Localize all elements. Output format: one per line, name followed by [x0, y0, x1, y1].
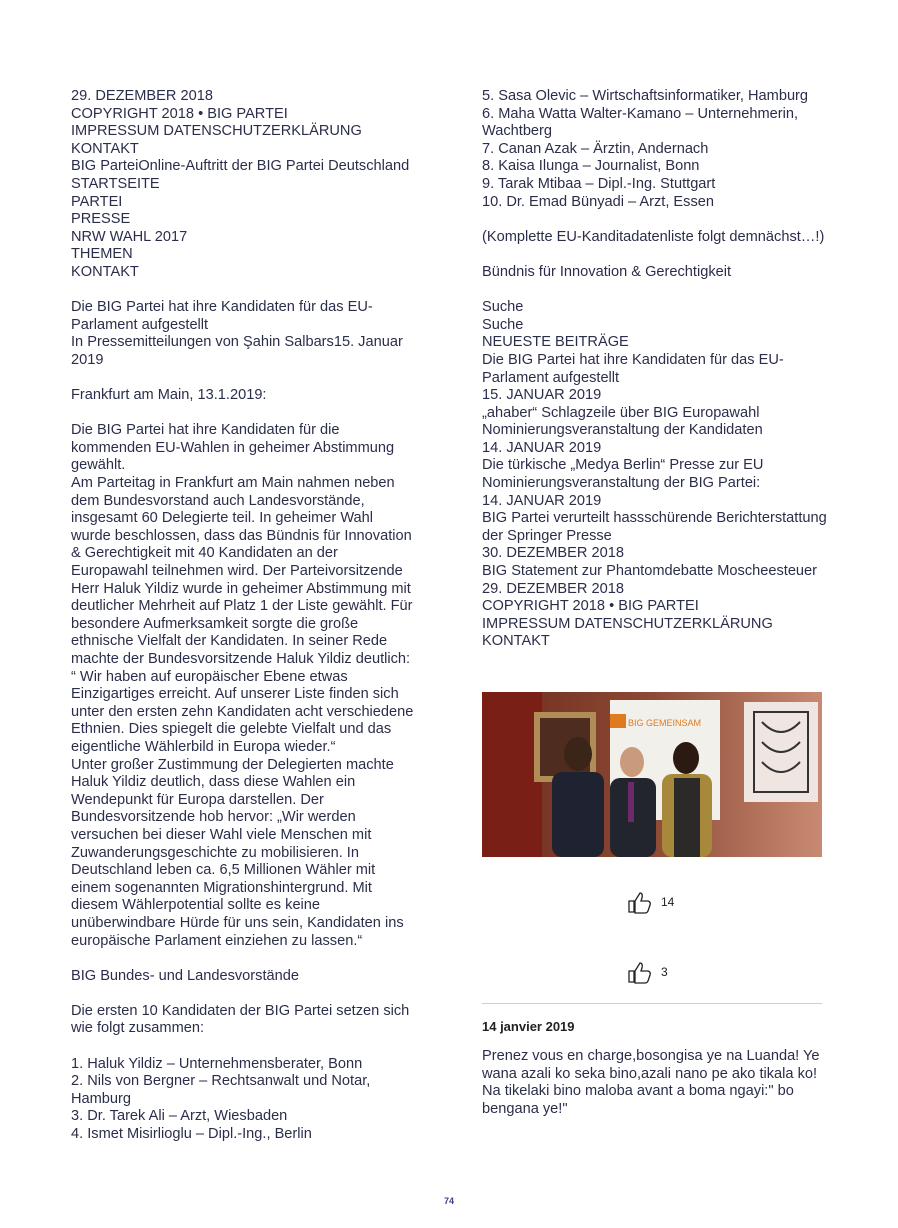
article-paragraph: Am Parteitag in Frankfurt am Main nahmen neben dem Bundesvorstand auch Landesvorstände, insgesamt 60 Delegierte teil. In geheimer Wahl wurde beschlossen, dass das Bündnis für Innovation & Gerechtigkeit mit 40 Kandidaten an der Europawahl teilnehmen wird. Der Parteivorsitzende Herr Haluk Yildiz wurde in geheimer Abstimmung mit deutlicher Mehrheit auf Platz 1 der Liste gewählt. Für besondere Aufmerksamkeit sorgte die große ethnische Vielfalt der Kandidaten. In seiner Rede machte der Bundesvorsitzende Haluk Yildiz deutlich: “ Wir haben auf europäischer Ebene etwas Einzigartiges erreicht. Auf unserer Liste finden sich unter den ersten zehn Kandidaten acht verschiedene Ethnien. Dies spiegelt die gelebte Vielfalt und das eigentliche Wählerbild in Europa wieder.“ — [71, 475, 414, 755]
article-headline: Die BIG Partei hat ihre Kandidaten für das EU-Parlament aufgestellt — [71, 299, 373, 333]
like-count: 3 — [661, 965, 668, 979]
site-title[interactable]: BIG ParteiOnline-Auftritt der BIG Partei Deutschland — [71, 158, 410, 175]
list-item: 9. Tarak Mtibaa – Dipl.-Ing. Stuttgart — [482, 175, 716, 192]
footer-date: 29. DEZEMBER 2018 — [71, 88, 213, 104]
impressum-link[interactable]: IMPRESSUM DATENSCHUTZERKLÄRUNG — [71, 123, 362, 140]
nav-lines — [71, 88, 416, 282]
comment-date: 14 janvier 2019 — [482, 1019, 575, 1034]
recent-post-link[interactable]: Die türkische „Medya Berlin“ Presse zur EU Nominierungsveranstaltung der BIG Partei: — [482, 457, 764, 492]
article-paragraph: Die BIG Partei hat ihre Kandidaten für die kommenden EU-Wahlen in geheimer Abstimmung gewählt. — [71, 422, 395, 474]
list-item: 6. Maha Watta Walter-Kamano – Unternehmerin, Wachtberg — [482, 105, 799, 140]
recent-post-date: 29. DEZEMBER 2018 — [482, 580, 624, 597]
nav-startseite[interactable]: STARTSEITE — [71, 175, 160, 192]
recent-post-link[interactable]: BIG Statement zur Phantomdebatte Moscheesteuer — [482, 563, 818, 580]
nav-presse[interactable]: PRESSE — [71, 211, 131, 228]
recent-post-date: 14. JANUAR 2019 — [482, 439, 602, 456]
recent-post-link[interactable]: „ahaber“ Schlagzeile über BIG Europawahl Nominierungsveranstaltung der Kandidaten — [482, 404, 763, 439]
article-dateline: Frankfurt am Main, 13.1.2019: — [71, 387, 267, 404]
nav-partei[interactable]: PARTEI — [71, 193, 123, 210]
list-item: 4. Ismet Misirlioglu – Dipl.-Ing., Berlin — [71, 1126, 312, 1143]
image-caption: BIG Bundes- und Landesvorstände — [71, 967, 299, 984]
left-column — [71, 88, 416, 1144]
kontakt-link[interactable]: KONTAKT — [71, 140, 139, 157]
recent-post-date: 30. DEZEMBER 2018 — [482, 545, 624, 562]
article-paragraph: Unter großer Zustimmung der Delegierten machte Haluk Yildiz deutlich, dass diese Wahlen ein Wendepunkt für Europa darstellen. Der Bundesvorsitzende hob hervor: „Wir werden versuchen bei dieser Wahl viele Menschen mit Zuwanderungsgeschichte zu mobilisieren. In Deutschland leben ca. 6,5 Millionen Wähler mit einem sogenannten Migrationshintergrund. Mit diesem Wählerpotential sollte es keine unüberwindbare Hürde für uns sein, Kandidaten ins europäische Parlament einziehen zu lassen.“ — [71, 756, 404, 949]
list-item: 5. Sasa Olevic – Wirtschaftsinformatiker, Hamburg — [482, 88, 809, 104]
like-counter[interactable] — [627, 960, 668, 984]
recent-post-link[interactable]: BIG Partei verurteilt hassschürende Berichterstattung der Springer Presse — [482, 510, 827, 544]
like-count: 14 — [661, 895, 675, 909]
recent-posts-heading: NEUESTE BEITRÄGE — [482, 334, 629, 351]
copyright: COPYRIGHT 2018 • BIG PARTEI — [482, 598, 699, 615]
list-item: 10. Dr. Emad Bünyadi – Arzt, Essen — [482, 193, 714, 210]
comment-line: Na tikelaki bino maloba avant a boma ngayi:" bo bengana ye!" — [482, 1083, 794, 1117]
impressum-link[interactable]: IMPRESSUM DATENSCHUTZERKLÄRUNG — [482, 615, 773, 632]
recent-post-link[interactable]: Die BIG Partei hat ihre Kandidaten für das EU-Parlament aufgestellt — [482, 351, 784, 386]
comment-body — [482, 1048, 827, 1118]
list-item: 3. Dr. Tarek Ali – Arzt, Wiesbaden — [71, 1108, 288, 1125]
recent-post-date: 15. JANUAR 2019 — [482, 387, 602, 404]
nav-kontakt[interactable]: KONTAKT — [71, 263, 139, 280]
thumbs-up-icon — [627, 960, 653, 984]
article-byline: In Pressemitteilungen von Şahin Salbars15. Januar 2019 — [71, 334, 403, 368]
comment-line: Prenez vous en charge,bosongisa ye na Luanda! Ye wana azali ko seka bino,azali nano pe ako tikala ko! — [482, 1048, 820, 1082]
list-item: 2. Nils von Bergner – Rechtsanwalt und Notar, Hamburg — [71, 1073, 371, 1107]
like-counter[interactable] — [627, 890, 674, 914]
search-label: Suche — [482, 299, 524, 316]
list-intro: Die ersten 10 Kandidaten der BIG Partei setzen sich wie folgt zusammen: — [71, 1002, 410, 1037]
copyright: COPYRIGHT 2018 • BIG PARTEI — [71, 105, 288, 122]
search-button[interactable]: Suche — [482, 316, 524, 333]
nav-themen[interactable]: THEMEN — [71, 246, 133, 263]
list-note: (Komplette EU-Kanditadatenliste folgt demnächst…!) — [482, 228, 825, 245]
kontakt-link[interactable]: KONTAKT — [482, 633, 550, 650]
list-item: 7. Canan Azak – Ärztin, Andernach — [482, 140, 709, 157]
divider — [482, 1003, 822, 1004]
thumbs-up-icon — [627, 890, 653, 914]
list-item: 1. Haluk Yildiz – Unternehmensberater, Bonn — [71, 1055, 363, 1072]
banner-text: BIG GEMEINSAM — [628, 718, 702, 728]
nav-nrw-wahl[interactable]: NRW WAHL 2017 — [71, 228, 188, 245]
recent-post-date: 14. JANUAR 2019 — [482, 492, 602, 509]
event-photo-illustration — [482, 692, 822, 857]
event-photo — [482, 692, 822, 857]
alliance-name: Bündnis für Innovation & Gerechtigkeit — [482, 263, 732, 280]
list-item: 8. Kaisa Ilunga – Journalist, Bonn — [482, 158, 700, 175]
page-number: 74 — [443, 1196, 454, 1206]
right-column — [482, 88, 827, 651]
